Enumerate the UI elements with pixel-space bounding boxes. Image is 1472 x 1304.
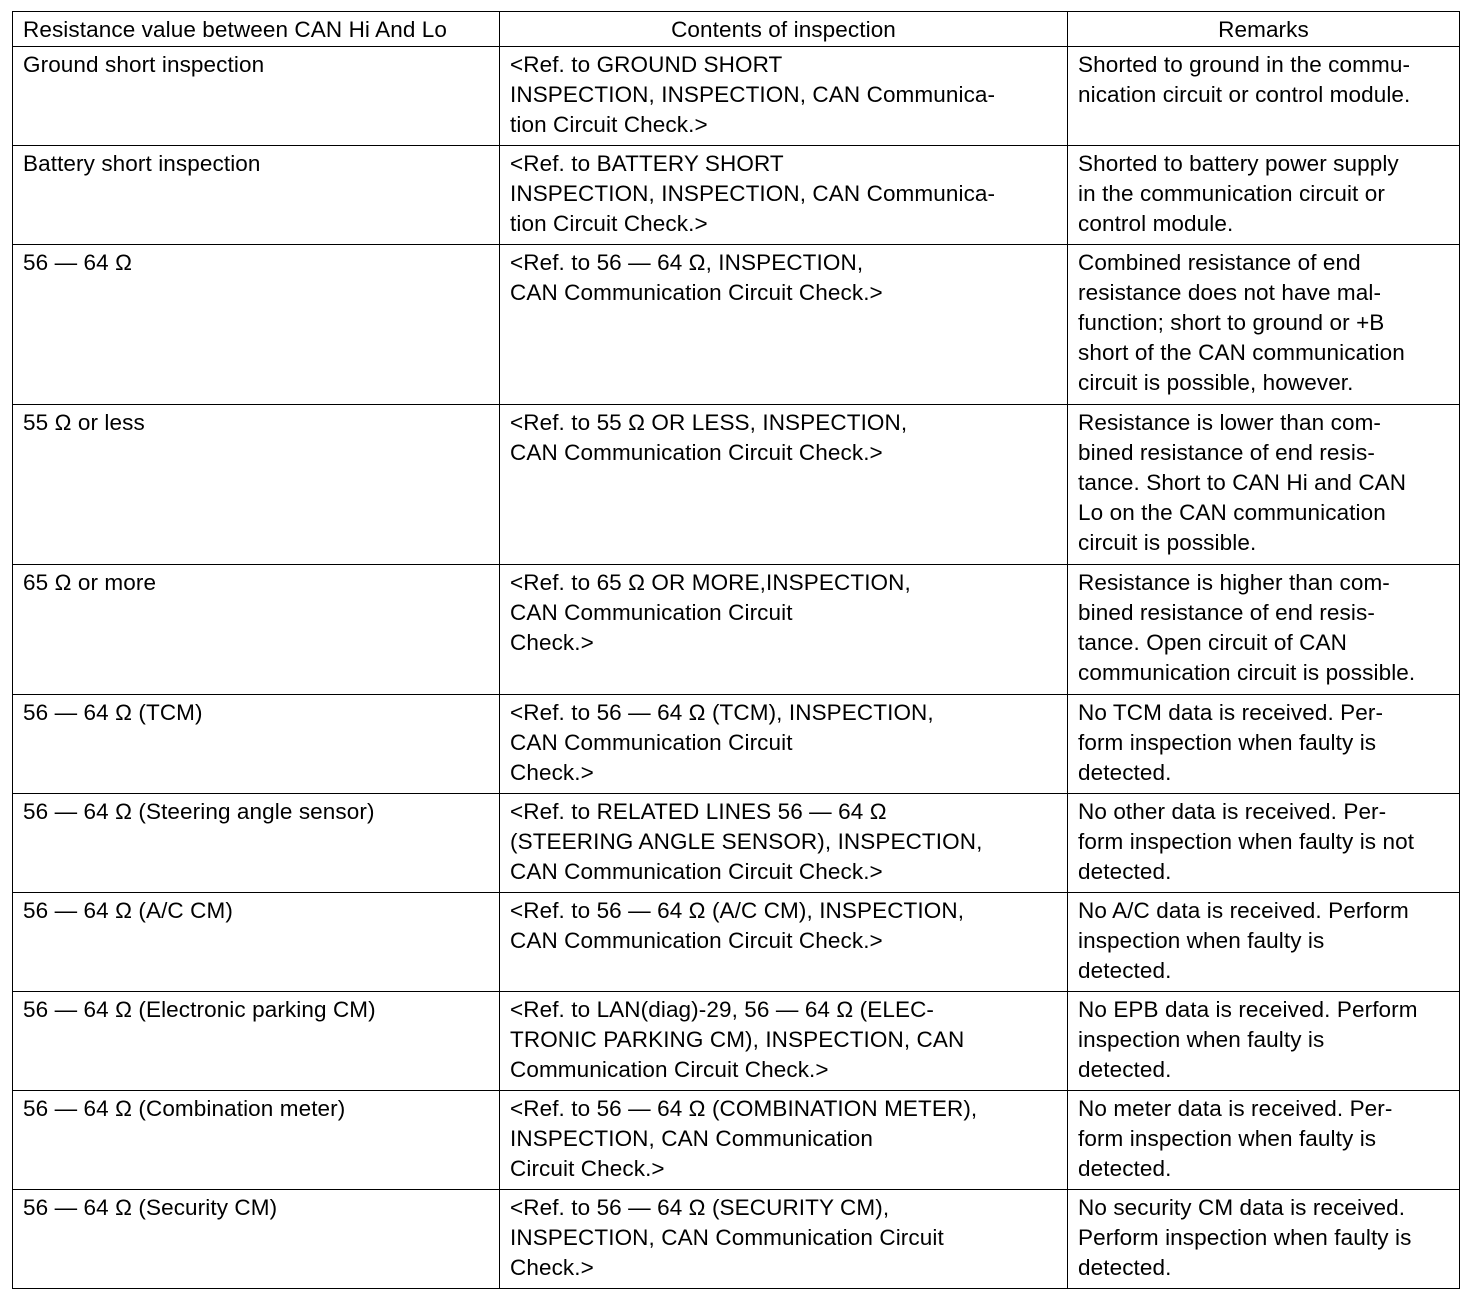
- contents-cell: [500, 893, 1068, 992]
- resistance-cell: [13, 405, 500, 565]
- resistance-text: 56 — 64 Ω (Electronic parking CM): [23, 997, 376, 1022]
- remarks-cell: [1068, 695, 1460, 794]
- table-row: [13, 1091, 1460, 1190]
- table-row: [13, 794, 1460, 893]
- contents-text: <Ref. to GROUND SHORT INSPECTION, INSPECTION, CAN Communica- tion Circuit Check.>: [510, 52, 996, 137]
- resistance-cell: [13, 245, 500, 405]
- remarks-text: Combined resistance of end resistance does not have mal- function; short to ground or +B short of the CAN communication circuit is possible, however.: [1078, 250, 1405, 395]
- contents-text: <Ref. to LAN(diag)-29, 56 — 64 Ω (ELEC- TRONIC PARKING CM), INSPECTION, CAN Communication Circuit Check.>: [510, 997, 965, 1082]
- resistance-cell: [13, 146, 500, 245]
- resistance-text: 56 — 64 Ω (Security CM): [23, 1195, 278, 1220]
- remarks-text: No other data is received. Per- form inspection when faulty is not detected.: [1078, 799, 1415, 884]
- contents-text: <Ref. to 56 — 64 Ω, INSPECTION, CAN Communication Circuit Check.>: [510, 250, 883, 305]
- remarks-text: Resistance is higher than com- bined resistance of end resis- tance. Open circuit of CAN communication circuit is possible.: [1078, 570, 1416, 685]
- remarks-text: Shorted to battery power supply in the communication circuit or control module.: [1078, 151, 1399, 236]
- table-row: [13, 695, 1460, 794]
- remarks-text: Resistance is lower than com- bined resistance of end resis- tance. Short to CAN Hi and CAN Lo on the CAN communication circuit is possible.: [1078, 410, 1407, 555]
- resistance-text: 55 Ω or less: [23, 410, 145, 435]
- inspection-table: [12, 11, 1460, 1289]
- remarks-cell: [1068, 565, 1460, 695]
- header-remarks: Remarks: [1068, 12, 1460, 47]
- contents-text: <Ref. to BATTERY SHORT INSPECTION, INSPECTION, CAN Communica- tion Circuit Check.>: [510, 151, 996, 236]
- remarks-cell: [1068, 992, 1460, 1091]
- remarks-text: No TCM data is received. Per- form inspection when faulty is detected.: [1078, 700, 1384, 785]
- remarks-cell: [1068, 146, 1460, 245]
- remarks-text: No A/C data is received. Perform inspection when faulty is detected.: [1078, 898, 1409, 983]
- resistance-text: 65 Ω or more: [23, 570, 157, 595]
- resistance-text: Battery short inspection: [23, 151, 261, 176]
- contents-cell: [500, 794, 1068, 893]
- contents-cell: [500, 47, 1068, 146]
- contents-cell: [500, 1091, 1068, 1190]
- resistance-cell: [13, 992, 500, 1091]
- resistance-cell: [13, 893, 500, 992]
- contents-text: <Ref. to 65 Ω OR MORE,INSPECTION, CAN Communication Circuit Check.>: [510, 570, 911, 655]
- contents-cell: [500, 405, 1068, 565]
- resistance-cell: [13, 695, 500, 794]
- contents-cell: [500, 695, 1068, 794]
- remarks-cell: [1068, 893, 1460, 992]
- resistance-cell: [13, 1190, 500, 1289]
- resistance-text: 56 — 64 Ω (TCM): [23, 700, 203, 725]
- table-row: [13, 146, 1460, 245]
- table-row: [13, 245, 1460, 405]
- remarks-cell: [1068, 1091, 1460, 1190]
- resistance-cell: [13, 794, 500, 893]
- contents-cell: [500, 245, 1068, 405]
- contents-text: <Ref. to 56 — 64 Ω (COMBINATION METER), INSPECTION, CAN Communication Circuit Check.>: [510, 1096, 978, 1181]
- resistance-text: 56 — 64 Ω (A/C CM): [23, 898, 233, 923]
- contents-cell: [500, 992, 1068, 1091]
- contents-text: <Ref. to 56 — 64 Ω (SECURITY CM), INSPECTION, CAN Communication Circuit Check.>: [510, 1195, 944, 1280]
- remarks-text: Shorted to ground in the commu- nication circuit or control module.: [1078, 52, 1411, 107]
- remarks-cell: [1068, 1190, 1460, 1289]
- remarks-cell: [1068, 794, 1460, 893]
- remarks-text: No meter data is received. Per- form inspection when faulty is detected.: [1078, 1096, 1393, 1181]
- contents-cell: [500, 1190, 1068, 1289]
- contents-cell: [500, 146, 1068, 245]
- resistance-text: Ground short inspection: [23, 52, 265, 77]
- contents-cell: [500, 565, 1068, 695]
- table-row: [13, 405, 1460, 565]
- table-header-row: [13, 12, 1460, 47]
- remarks-text: No security CM data is received. Perform inspection when faulty is detected.: [1078, 1195, 1412, 1280]
- table-row: [13, 1190, 1460, 1289]
- contents-text: <Ref. to 56 — 64 Ω (TCM), INSPECTION, CAN Communication Circuit Check.>: [510, 700, 934, 785]
- remarks-text: No EPB data is received. Perform inspection when faulty is detected.: [1078, 997, 1418, 1082]
- resistance-cell: [13, 565, 500, 695]
- resistance-text: 56 — 64 Ω: [23, 250, 133, 275]
- table-row: [13, 893, 1460, 992]
- table-row: [13, 565, 1460, 695]
- table-row: [13, 992, 1460, 1091]
- contents-text: <Ref. to 56 — 64 Ω (A/C CM), INSPECTION, CAN Communication Circuit Check.>: [510, 898, 965, 953]
- resistance-cell: [13, 47, 500, 146]
- resistance-text: 56 — 64 Ω (Combination meter): [23, 1096, 346, 1121]
- table-row: [13, 47, 1460, 146]
- resistance-text: 56 — 64 Ω (Steering angle sensor): [23, 799, 375, 824]
- remarks-cell: [1068, 245, 1460, 405]
- contents-text: <Ref. to RELATED LINES 56 — 64 Ω (STEERING ANGLE SENSOR), INSPECTION, CAN Communication Circuit Check.>: [510, 799, 983, 884]
- contents-text: <Ref. to 55 Ω OR LESS, INSPECTION, CAN Communication Circuit Check.>: [510, 410, 908, 465]
- remarks-cell: [1068, 47, 1460, 146]
- header-resistance: Resistance value between CAN Hi And Lo: [13, 12, 500, 47]
- resistance-cell: [13, 1091, 500, 1190]
- header-contents: Contents of inspection: [500, 12, 1068, 47]
- remarks-cell: [1068, 405, 1460, 565]
